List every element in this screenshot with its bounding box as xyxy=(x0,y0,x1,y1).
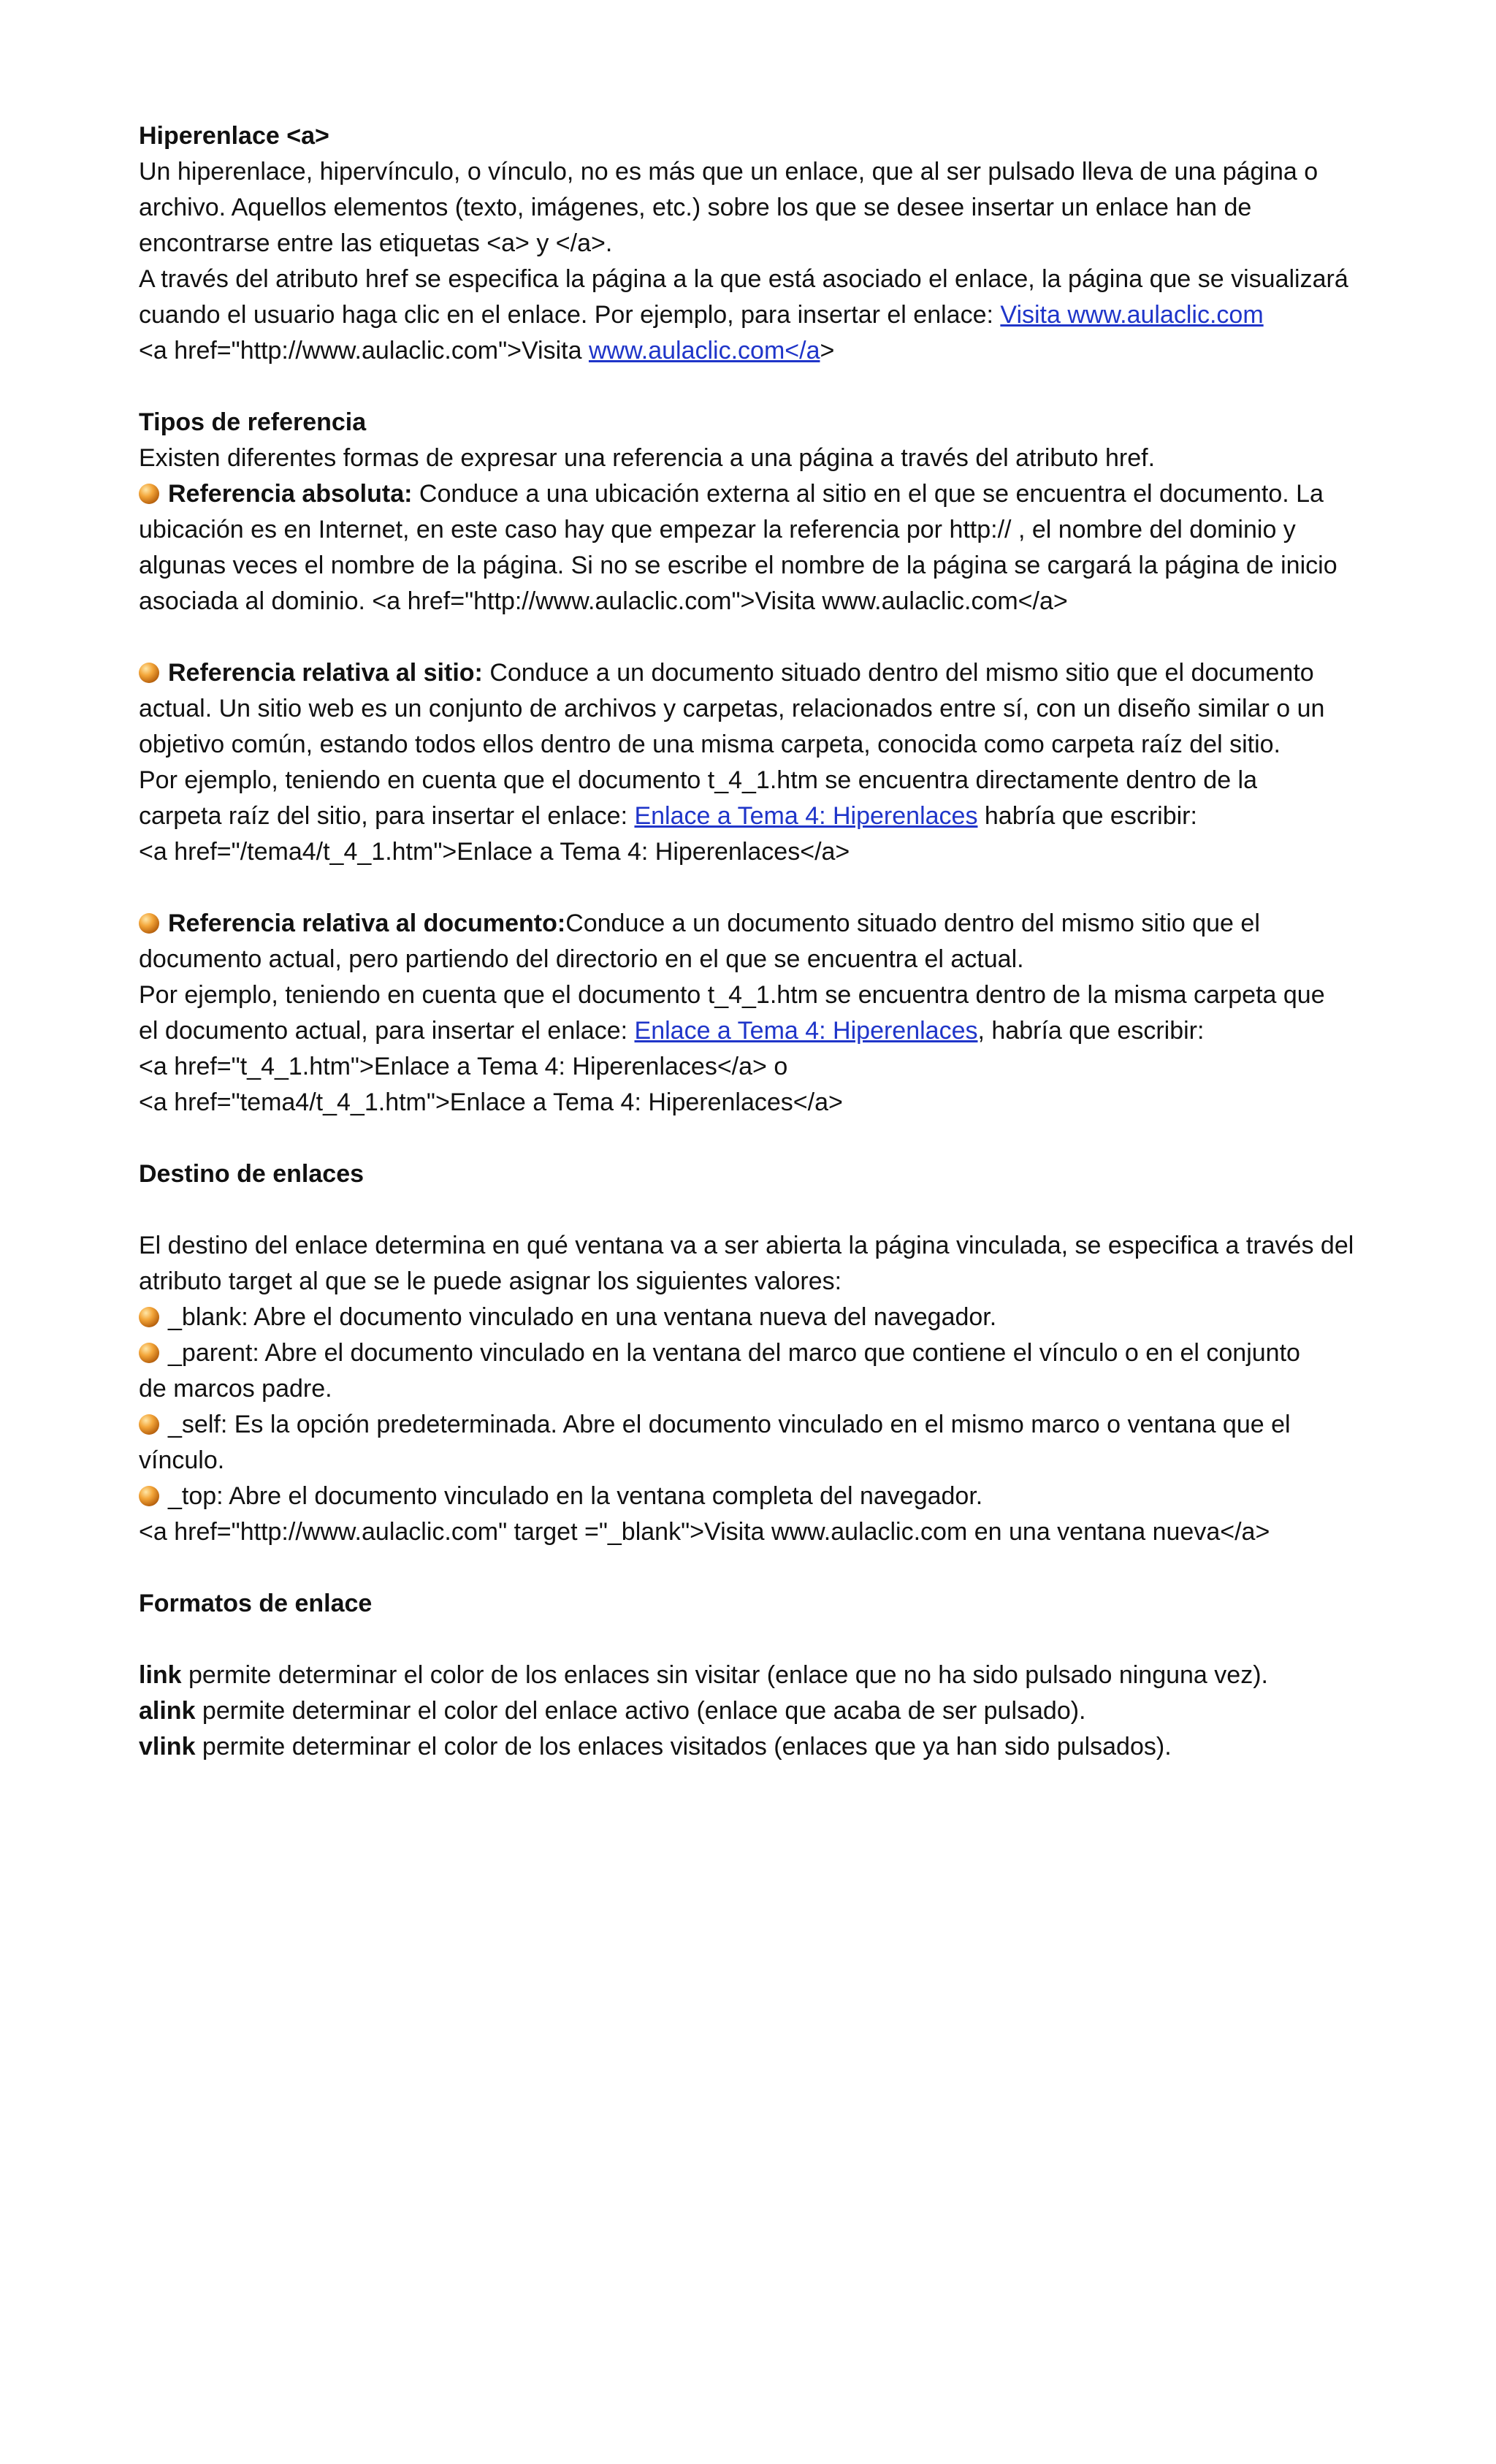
paragraph-line: Por ejemplo, teniendo en cuenta que el documento t_4_1.htm se encuentra dentro de la misma carpeta que xyxy=(139,981,1325,1009)
link-visita-aulaclic[interactable]: Visita www.aulaclic.com xyxy=(1000,301,1264,329)
format-link xyxy=(139,1658,1446,1693)
spacer xyxy=(139,619,1446,655)
paragraph-line: Por ejemplo, teniendo en cuenta que el documento t_4_1.htm se encuentra directamente dentro de la xyxy=(139,766,1258,794)
paragraph-line: El destino del enlace determina en qué ventana va a ser abierta la página vinculada, se especifica a través del xyxy=(139,1232,1354,1259)
paragraph-line: A través del atributo href se especifica la página a la que está asociado el enlace, la página que se visualizará xyxy=(139,265,1348,293)
paragraph-line: Existen diferentes formas de expresar una referencia a una página a través del atributo href. xyxy=(139,444,1156,472)
paragraph-line: ubicación es en Internet, en este caso hay que empezar la referencia por http:// , el nombre del dominio y xyxy=(139,516,1296,543)
link-aulaclic-code[interactable]: www.aulaclic.com</a xyxy=(588,337,820,365)
heading-tipos-de-referencia: Tipos de referencia xyxy=(139,408,367,436)
text: Conduce a un documento situado dentro del mismo sitio que el xyxy=(565,909,1260,937)
spacer xyxy=(139,369,1446,405)
bullet-icon xyxy=(139,1307,159,1327)
list-item-self xyxy=(139,1407,1446,1443)
spacer xyxy=(139,1121,1446,1156)
term: link xyxy=(139,1661,182,1689)
text: permite determinar el color del enlace activo (enlace que acaba de ser pulsado). xyxy=(195,1697,1086,1725)
text: carpeta raíz del sitio, para insertar el enlace: xyxy=(139,802,635,830)
text: permite determinar el color de los enlaces sin visitar (enlace que no ha sido pulsado ninguna vez). xyxy=(181,1661,1268,1689)
text: _self: Es la opción predeterminada. Abre el documento vinculado en el mismo marco o ventana que el xyxy=(168,1411,1291,1438)
paragraph-line xyxy=(139,798,1446,834)
spacer xyxy=(139,1550,1446,1586)
text: habría que escribir: xyxy=(977,802,1197,830)
bullet-icon xyxy=(139,1343,159,1363)
term: Referencia absoluta: xyxy=(168,480,413,508)
spacer xyxy=(139,1622,1446,1658)
list-item-top xyxy=(139,1479,1446,1514)
paragraph-line: asociada al dominio. <a href="http://www.aulaclic.com">Visita www.aulaclic.com</a> xyxy=(139,587,1068,615)
paragraph-line: archivo. Aquellos elementos (texto, imágenes, etc.) sobre los que se desee insertar un enlace han de xyxy=(139,194,1252,221)
bullet-icon xyxy=(139,1414,159,1435)
text: _parent: Abre el documento vinculado en la ventana del marco que contiene el vínculo o en el conjunto xyxy=(168,1339,1300,1367)
paragraph-line: atributo target al que se le puede asignar los siguientes valores: xyxy=(139,1267,842,1295)
text: permite determinar el color de los enlaces visitados (enlaces que ya han sido pulsados). xyxy=(195,1733,1172,1761)
spacer xyxy=(139,1192,1446,1228)
paragraph-line: encontrarse entre las etiquetas <a> y </a>. xyxy=(139,229,613,257)
heading-hiperenlace: Hiperenlace <a> xyxy=(139,122,329,150)
list-item-blank xyxy=(139,1300,1446,1335)
bullet-icon xyxy=(139,484,159,504)
text: <a href="http://www.aulaclic.com">Visita xyxy=(139,337,589,365)
format-alink xyxy=(139,1693,1446,1729)
paragraph-line: objetivo común, estando todos ellos dentro de una misma carpeta, conocida como carpeta raíz del sitio. xyxy=(139,731,1281,758)
text: _top: Abre el documento vinculado en la ventana completa del navegador. xyxy=(168,1482,983,1510)
list-item-relativa-sitio xyxy=(139,655,1446,691)
paragraph-line: Un hiperenlace, hipervínculo, o vínculo, no es más que un enlace, que al ser pulsado lleva de una página o xyxy=(139,158,1318,186)
bullet-icon xyxy=(139,663,159,683)
list-item-absoluta xyxy=(139,476,1446,512)
code-line xyxy=(139,333,1446,369)
term: Referencia relativa al documento: xyxy=(168,909,566,937)
text: > xyxy=(820,337,835,365)
paragraph-line: vínculo. xyxy=(139,1446,225,1474)
text: _blank: Abre el documento vinculado en una ventana nueva del navegador. xyxy=(168,1303,997,1331)
link-enlace-tema4-documento[interactable]: Enlace a Tema 4: Hiperenlaces xyxy=(634,1017,978,1045)
paragraph-line: actual. Un sitio web es un conjunto de archivos y carpetas, relacionados entre sí, con un diseño similar o un xyxy=(139,695,1325,722)
text: cuando el usuario haga clic en el enlace. Por ejemplo, para insertar el enlace: xyxy=(139,301,1001,329)
format-vlink xyxy=(139,1729,1446,1765)
text: , habría que escribir: xyxy=(977,1017,1205,1045)
paragraph-line xyxy=(139,297,1446,333)
paragraph-line: algunas veces el nombre de la página. Si no se escribe el nombre de la página se cargará la página de inicio xyxy=(139,552,1337,579)
heading-destino-de-enlaces: Destino de enlaces xyxy=(139,1160,365,1188)
code-line: <a href="/tema4/t_4_1.htm">Enlace a Tema 4: Hiperenlaces</a> xyxy=(139,838,850,866)
spacer xyxy=(139,870,1446,906)
term: vlink xyxy=(139,1733,196,1761)
text: Conduce a un documento situado dentro del mismo sitio que el documento xyxy=(482,659,1314,687)
bullet-icon xyxy=(139,913,159,934)
paragraph-line: documento actual, pero partiendo del directorio en el que se encuentra el actual. xyxy=(139,945,1024,973)
paragraph-line xyxy=(139,1013,1446,1049)
list-item-relativa-documento xyxy=(139,906,1446,942)
list-item-parent xyxy=(139,1335,1446,1371)
term: alink xyxy=(139,1697,196,1725)
code-line: <a href="http://www.aulaclic.com" target ="_blank">Visita www.aulaclic.com en una ventana nueva</a> xyxy=(139,1518,1270,1546)
code-line: <a href="tema4/t_4_1.htm">Enlace a Tema 4: Hiperenlaces</a> xyxy=(139,1088,843,1116)
paragraph-line: de marcos padre. xyxy=(139,1375,332,1403)
text: Conduce a una ubicación externa al sitio en el que se encuentra el documento. La xyxy=(412,480,1324,508)
code-line: <a href="t_4_1.htm">Enlace a Tema 4: Hiperenlaces</a> o xyxy=(139,1053,788,1080)
document-page xyxy=(139,118,1446,1765)
link-enlace-tema4-sitio[interactable]: Enlace a Tema 4: Hiperenlaces xyxy=(634,802,978,830)
term: Referencia relativa al sitio: xyxy=(168,659,483,687)
heading-formatos-de-enlace: Formatos de enlace xyxy=(139,1590,373,1617)
bullet-icon xyxy=(139,1486,159,1506)
text: el documento actual, para insertar el enlace: xyxy=(139,1017,635,1045)
